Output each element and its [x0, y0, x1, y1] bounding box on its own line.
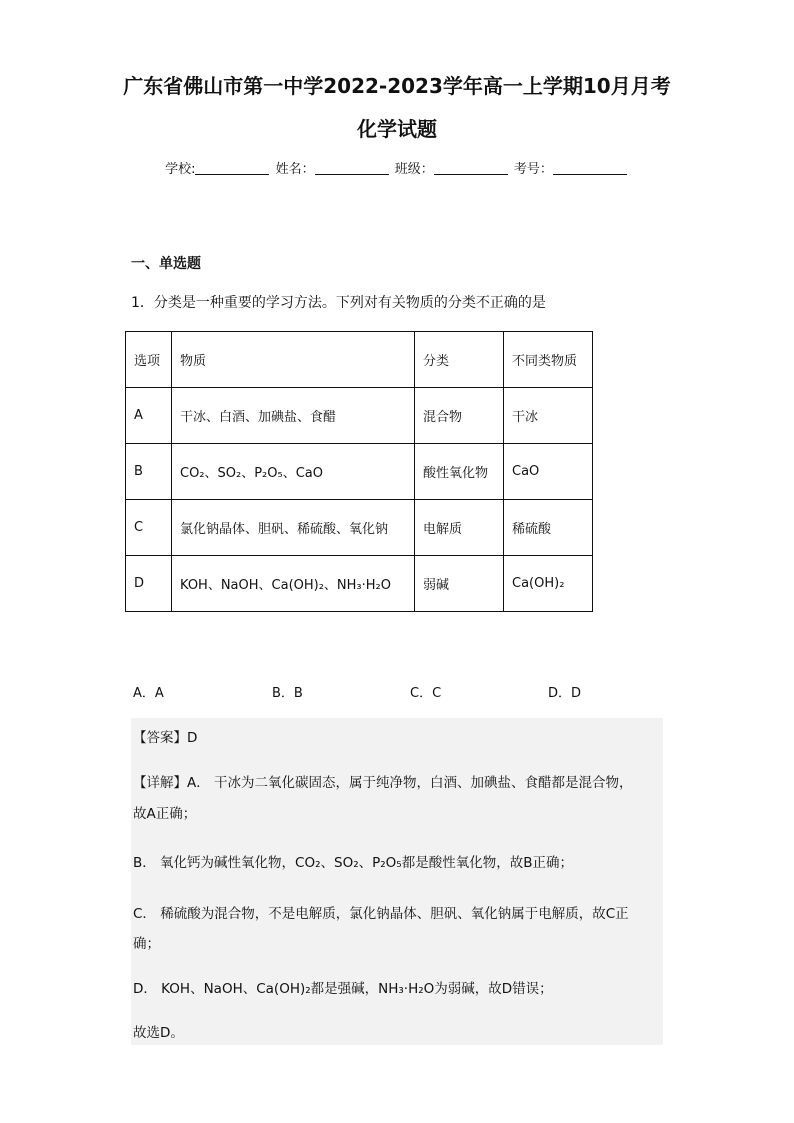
name-label: 姓名：	[275, 162, 315, 177]
substances-cell: 干冰、白酒、加碘盐、食醋	[172, 388, 415, 444]
exam-title: 广东省佛山市第一中学2022-2023学年高一上学期10月月考	[123, 74, 671, 98]
header-cell: 不同类物质	[504, 332, 593, 388]
answer-label: 【答案】D	[133, 730, 198, 746]
odd-cell: 干冰	[504, 388, 593, 444]
student-info-row	[0, 158, 794, 177]
choice-c[interactable]: C．C	[410, 686, 442, 701]
section-heading: 一、单选题	[131, 256, 201, 272]
name-blank	[315, 162, 389, 175]
detail-c-line1: C． 稀硫酸为混合物，不是电解质，氯化钠晶体、胆矾、氧化钠属于电解质，故C正	[133, 906, 629, 922]
category-cell: 弱碱	[415, 556, 504, 612]
table-row	[126, 500, 593, 556]
header-cell: 分类	[415, 332, 504, 388]
detail-c-line2: 确；	[133, 936, 160, 952]
odd-cell: Ca(OH)₂	[504, 556, 593, 612]
classification-table	[125, 331, 593, 612]
option-cell: D	[126, 556, 172, 612]
class-blank	[434, 162, 508, 175]
detail-a-line2: 故A正确；	[133, 806, 197, 822]
school-blank	[195, 162, 269, 175]
choice-a[interactable]: A．A	[133, 686, 164, 701]
category-cell: 电解质	[415, 500, 504, 556]
detail-b: B． 氧化钙为碱性氧化物，CO₂、SO₂、P₂O₅都是酸性氧化物，故B正确；	[133, 855, 573, 871]
class-label: 班级：	[394, 162, 434, 177]
odd-cell: CaO	[504, 444, 593, 500]
exam-number-label: 考号：	[513, 162, 553, 177]
choice-b[interactable]: B．B	[272, 686, 303, 701]
option-cell: C	[126, 500, 172, 556]
table-row	[126, 556, 593, 612]
exam-number-blank	[553, 162, 627, 175]
table-row	[126, 388, 593, 444]
substances-cell: KOH、NaOH、Ca(OH)₂、NH₃·H₂O	[172, 556, 415, 612]
substances-cell: 氯化钠晶体、胆矾、稀硫酸、氧化钠	[172, 500, 415, 556]
header-cell: 选项	[126, 332, 172, 388]
exam-subtitle: 化学试题	[357, 117, 437, 141]
odd-cell: 稀硫酸	[504, 500, 593, 556]
school-label: 学校:	[165, 162, 196, 177]
option-cell: B	[126, 444, 172, 500]
detail-d: D． KOH、NaOH、Ca(OH)₂都是强碱，NH₃·H₂O为弱碱，故D错误；	[133, 981, 553, 997]
category-cell: 混合物	[415, 388, 504, 444]
header-cell: 物质	[172, 332, 415, 388]
choice-d[interactable]: D．D	[548, 686, 582, 701]
option-cell: A	[126, 388, 172, 444]
category-cell: 酸性氧化物	[415, 444, 504, 500]
detail-a-line1: 【详解】A． 干冰为二氧化碳固态，属于纯净物，白酒、加碘盐、食醋都是混合物，	[133, 775, 633, 791]
question-text: 1．分类是一种重要的学习方法。下列对有关物质的分类不正确的是	[131, 295, 546, 311]
conclusion: 故选D。	[133, 1025, 184, 1041]
substances-cell: CO₂、SO₂、P₂O₅、CaO	[172, 444, 415, 500]
table-row	[126, 444, 593, 500]
table-header-row	[126, 332, 593, 388]
